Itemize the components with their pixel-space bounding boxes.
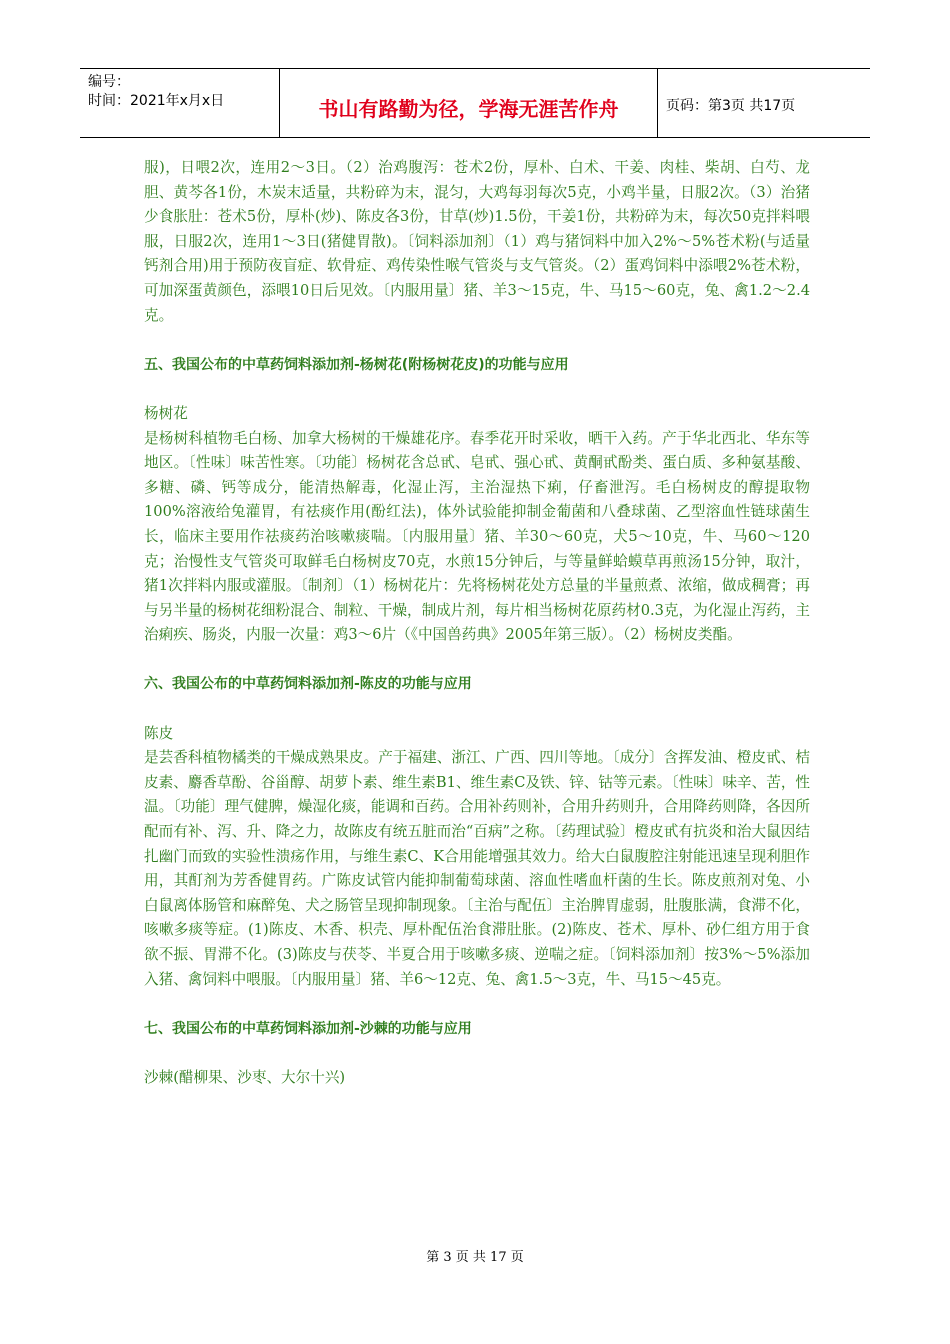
herb-name: 沙棘(醋柳果、沙枣、大尔十兴)	[144, 1068, 346, 1086]
page-footer: 第 3 页 共 17 页	[426, 1250, 524, 1265]
herb-name: 陈皮	[144, 724, 174, 742]
herb-name: 杨树花	[144, 404, 188, 422]
document-body	[144, 156, 810, 1091]
section-heading: 五、我国公布的中草药饲料添加剂-杨树花(附杨树花皮)的功能与应用	[144, 356, 569, 373]
section-heading: 七、我国公布的中草药饲料添加剂-沙棘的功能与应用	[144, 1020, 472, 1037]
paragraph: 是杨树科植物毛白杨、加拿大杨树的干燥雄花序。春季花开时采收，晒干入药。产于华北西北、华东等地区。〔性味〕味苦性寒。〔功能〕杨树花含总甙、皂甙、强心甙、黄酮甙酚类、蛋白质、多种氨基酸、多糖、磷、钙等成分，能清热解毒，化湿止泻，主治湿热下痢，仔畜泄泻。毛白杨树皮的醇提取物100%溶液给兔灌胃，有祛痰作用(酚红法)，体外试验能抑制金葡菌和八叠球菌、乙型溶血性链球菌生长，临床主要用作祛痰药治咳嗽痰喘。〔内服用量〕猪、羊30～60克，犬5～10克，牛、马60～120克；治慢性支气管炎可取鲜毛白杨树皮70克，水煎15分钟后，与等量鲜蛤蟆草再煎汤15分钟，取汁，猪1次拌料内服或灌服。〔制剂〕（1）杨树花片：先将杨树花处方总量的半量煎煮、浓缩，做成稠膏；再与另半量的杨树花细粉混合、制粒、干燥，制成片剂，每片相当杨树花原药材0.3克，为化湿止泻药，主治痢疾、肠炎，内服一次量：鸡3～6片（《中国兽药典》2005年第三版）。（2）杨树皮类酯。	[144, 429, 810, 644]
page-header	[80, 68, 870, 138]
document-date: 时间：2021年x月x日	[88, 93, 225, 109]
header-meta	[80, 69, 280, 137]
paragraph: 服)，日喂2次，连用2～3日。（2）治鸡腹泻：苍术2份，厚朴、白术、干姜、肉桂、柴胡、白芍、龙胆、黄芩各1份，木炭末适量，共粉碎为末，混匀，大鸡每羽每次5克，小鸡半量，日服2次。（3）治猪少食胀肚：苍术5份，厚朴(炒)、陈皮各3份，甘草(炒)1.5份，干姜1份，共粉碎为末，每次50克拌料喂服，日服2次，连用1～3日(猪健胃散)。〔饲料添加剂〕（1）鸡与猪饲料中加入2%～5%苍术粉(与适量钙剂合用)用于预防夜盲症、软骨症、鸡传染性喉气管炎与支气管炎。（2）蛋鸡饲料中添喂2%苍术粉，可加深蛋黄颜色，添喂10日后见效。〔内服用量〕猪、羊3～15克，牛、马15～60克，兔、禽1.2～2.4克。	[144, 159, 810, 324]
document-number-label: 编号：	[88, 74, 130, 90]
paragraph: 是芸香科植物橘类的干燥成熟果皮。产于福建、浙江、广西、四川等地。〔成分〕含挥发油、橙皮甙、桔皮素、麝香草酚、谷甾醇、胡萝卜素、维生素B1、维生素C及铁、锌、钴等元素。〔性味〕味辛、苦，性温。〔功能〕理气健脾，燥湿化痰，能调和百药。合用补药则补，合用升药则升，合用降药则降，各因所配而有补、泻、升、降之力，故陈皮有统五脏而治“百病”之称。〔药理试验〕橙皮甙有抗炎和治大鼠因结扎幽门而致的实验性溃疡作用，与维生素C、K合用能增强其效力。给大白鼠腹腔注射能迅速呈现利胆作用，其酊剂为芳香健胃药。广陈皮试管内能抑制葡萄球菌、溶血性嗜血杆菌的生长。陈皮煎剂对兔、小白鼠离体肠管和麻醉兔、犬之肠管呈现抑制现象。〔主治与配伍〕主治脾胃虚弱，肚腹胀满，食滞不化，咳嗽多痰等症。(1)陈皮、木香、枳壳、厚朴配伍治食滞肚胀。(2)陈皮、苍术、厚朴、砂仁组方用于食欲不振、胃滞不化。(3)陈皮与茯苓、半夏合用于咳嗽多痰、逆喘之症。〔饲料添加剂〕按3%～5%添加入猪、禽饲料中喂服。〔内服用量〕猪、羊6～12克、兔、禽1.5～3克，牛、马15～45克。	[144, 749, 811, 988]
header-motto: 书山有路勤为径，学海无涯苦作舟	[280, 69, 658, 137]
header-page-info: 页码：第3页 共17页	[666, 98, 796, 114]
section-heading: 六、我国公布的中草药饲料添加剂-陈皮的功能与应用	[144, 676, 472, 693]
